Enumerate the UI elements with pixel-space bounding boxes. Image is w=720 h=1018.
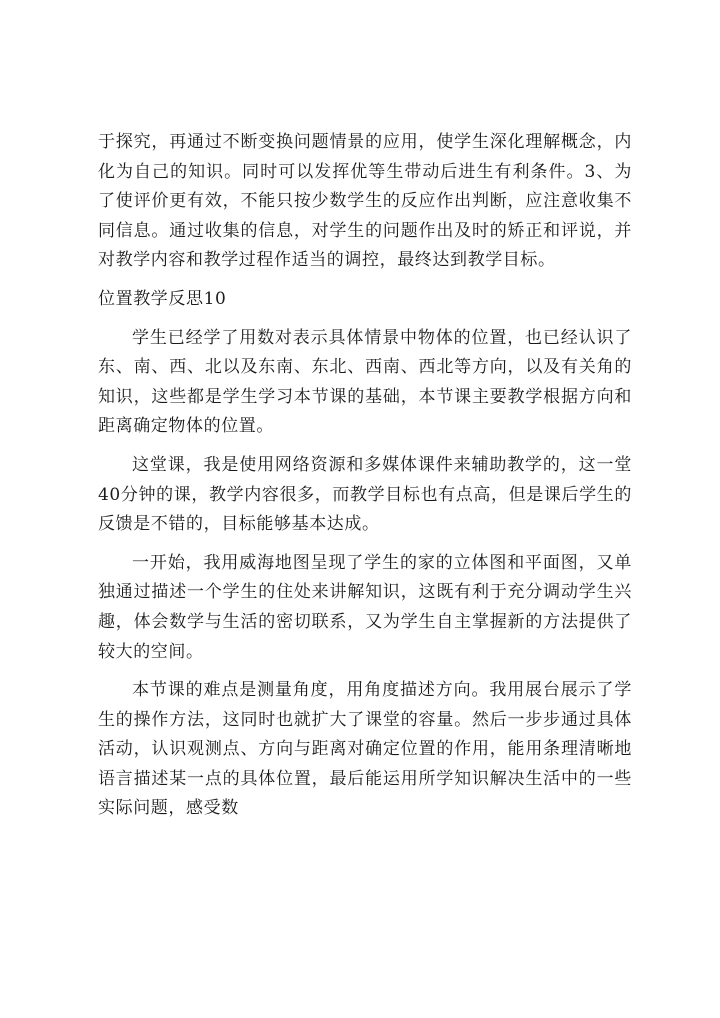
paragraph-continued: 于探究，再通过不断变换问题情景的应用，使学生深化理解概念，内化为自己的知识。同时可以发挥优等生带动后进生有利条件。3、为了使评价更有效，不能只按少数学生的反应作出判断，应注意收集不同信息。通过收集的信息，对学生的问题作出及时的矫正和评说，并对教学内容和教学过程作适当的调控，最终达到教学目标。 — [98, 132, 632, 271]
paragraph-lesson-overview: 这堂课，我是使用网络资源和多媒体课件来辅助教学的，这一堂40分钟的课，教学内容很多，而教学目标也有点高，但是课后学生的反馈是不错的，目标能够基本达成。 — [98, 454, 632, 535]
paragraph-prior-knowledge: 学生已经学了用数对表示具体情景中物体的位置，也已经认识了东、南、西、北以及东南、东北、西南、西北等方向，以及有关角的知识，这些都是学生学习本节课的基础，本节课主要教学根据方向和距离确定物体的位置。 — [98, 327, 632, 437]
paragraph-difficulty: 本节课的难点是测量角度，用角度描述方向。我用展台展示了学生的操作方法，这同时也就扩大了课堂的容量。然后一步步通过具体活动，认识观测点、方向与距离对确定位置的作用，能用条理清晰地语言描述某一点的具体位置，最后能运用所学知识解决生活中的一些实际问题，感受数 — [98, 680, 632, 819]
section-heading: 位置教学反思10 — [98, 288, 227, 309]
paragraph-introduction: 一开始，我用威海地图呈现了学生的家的立体图和平面图，又单独通过描述一个学生的住处来讲解知识，这既有利于充分调动学生兴趣，体会数学与生活的密切联系，又为学生自主掌握新的方法提供了较大的空间。 — [98, 552, 632, 662]
document-body — [98, 128, 632, 833]
